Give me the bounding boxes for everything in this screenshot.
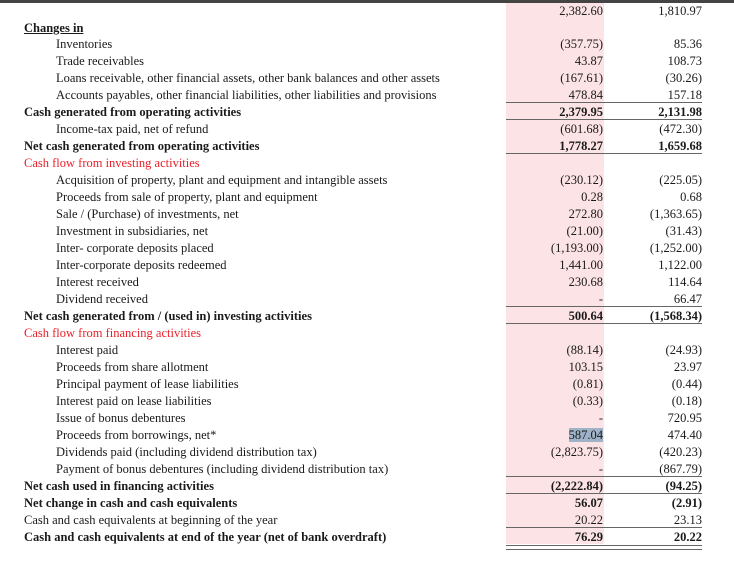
total-rule xyxy=(604,119,702,120)
value-previous: 114.64 xyxy=(668,275,702,289)
row-label: Income-tax paid, net of refund xyxy=(56,122,209,136)
value-current: (0.81) xyxy=(572,377,603,391)
value-previous: (1,568.34) xyxy=(649,309,702,323)
table-row xyxy=(0,325,734,342)
value-previous: (472.30) xyxy=(659,122,702,136)
value-previous: (2.91) xyxy=(671,496,702,510)
value-previous: 1,659.68 xyxy=(658,139,702,153)
row-label: Cash and cash equivalents at end of the year (net of bank overdraft) xyxy=(24,530,387,544)
total-rule xyxy=(604,306,702,307)
row-label: Proceeds from borrowings, net* xyxy=(56,428,217,442)
row-label: Dividends paid (including dividend distribution tax) xyxy=(56,445,317,459)
row-label: Cash generated from operating activities xyxy=(24,105,242,119)
row-label: Acquisition of property, plant and equipment and intangible assets xyxy=(56,173,388,187)
total-rule xyxy=(604,493,702,494)
value-previous: (867.79) xyxy=(659,462,702,476)
total-rule xyxy=(604,102,702,103)
table-row xyxy=(0,495,734,512)
row-label: Interest paid xyxy=(56,343,119,357)
double-total-rule xyxy=(506,545,604,550)
value-previous: (0.44) xyxy=(671,377,702,391)
value-current: (2,222.84) xyxy=(550,479,603,493)
row-label: Trade receivables xyxy=(56,54,145,68)
value-current: (88.14) xyxy=(566,343,603,357)
value-current: (167.61) xyxy=(560,71,603,85)
value-current: (357.75) xyxy=(560,37,603,51)
value-previous: (225.05) xyxy=(659,173,702,187)
total-rule xyxy=(604,323,702,324)
double-total-rule xyxy=(604,545,702,550)
total-rule xyxy=(604,476,702,477)
section-heading: Cash flow from investing activities xyxy=(24,156,200,170)
table-row xyxy=(0,410,734,427)
table-row xyxy=(0,427,734,444)
table-row xyxy=(0,121,734,138)
value-previous: (31.43) xyxy=(665,224,702,238)
value-previous: 720.95 xyxy=(667,411,702,425)
total-rule xyxy=(506,527,604,528)
row-label: Principal payment of lease liabilities xyxy=(56,377,239,391)
value-current: (2,823.75) xyxy=(550,445,603,459)
table-row xyxy=(0,444,734,461)
top-values-row xyxy=(0,3,734,20)
value-current: (601.68) xyxy=(560,122,603,136)
value-previous: 66.47 xyxy=(673,292,702,306)
value-current: 230.68 xyxy=(568,275,603,289)
table-row xyxy=(0,172,734,189)
value-previous: (0.18) xyxy=(671,394,702,408)
value-previous: 23.97 xyxy=(673,360,702,374)
section-heading: Cash flow from financing activities xyxy=(24,326,202,340)
value-current: 0.28 xyxy=(581,190,603,204)
table-row xyxy=(0,206,734,223)
value-previous: (94.25) xyxy=(665,479,702,493)
table-row xyxy=(0,53,734,70)
value-current: 1,778.27 xyxy=(559,139,603,153)
table-row xyxy=(0,359,734,376)
row-label: Sale / (Purchase) of investments, net xyxy=(56,207,239,221)
table-row xyxy=(0,240,734,257)
total-rule xyxy=(506,323,604,324)
row-label: Accounts payables, other financial liabilities, other liabilities and provisions xyxy=(56,88,437,102)
value-previous: (420.23) xyxy=(659,445,702,459)
value-current: (0.33) xyxy=(572,394,603,408)
value-previous: 108.73 xyxy=(667,54,702,68)
value-current: 272.80 xyxy=(568,207,603,221)
total-rule xyxy=(506,119,604,120)
row-label: Investment in subsidiaries, net xyxy=(56,224,209,238)
value-current: 2,382.60 xyxy=(559,4,603,18)
value-current: - xyxy=(598,411,603,425)
value-current: - xyxy=(598,462,603,476)
row-label: Proceeds from share allotment xyxy=(56,360,209,374)
value-previous: 0.68 xyxy=(680,190,702,204)
row-label: Changes in xyxy=(24,21,84,35)
row-label: Interest received xyxy=(56,275,139,289)
value-current: 478.84 xyxy=(568,88,603,102)
selected-text-highlight[interactable]: 587.04 xyxy=(568,428,603,442)
table-row xyxy=(0,70,734,87)
value-current: (230.12) xyxy=(560,173,603,187)
row-label: Net cash generated from operating activities xyxy=(24,139,260,153)
total-rule xyxy=(506,102,604,103)
value-previous: 1,810.97 xyxy=(658,4,702,18)
value-current: 1,441.00 xyxy=(559,258,603,272)
total-rule xyxy=(604,153,702,154)
value-current: 103.15 xyxy=(568,360,603,374)
value-previous: 157.18 xyxy=(667,88,702,102)
table-row xyxy=(0,376,734,393)
row-label: Inter- corporate deposits placed xyxy=(56,241,214,255)
value-previous: 20.22 xyxy=(673,530,702,544)
value-previous: 85.36 xyxy=(673,37,702,51)
value-current: 76.29 xyxy=(574,530,603,544)
value-current: (1,193.00) xyxy=(550,241,603,255)
table-row xyxy=(0,342,734,359)
value-previous: (24.93) xyxy=(665,343,702,357)
value-current: 500.64 xyxy=(568,309,603,323)
table-row xyxy=(0,155,734,172)
table-row xyxy=(0,223,734,240)
value-current: 20.22 xyxy=(574,513,603,527)
total-rule xyxy=(604,527,702,528)
value-current: 56.07 xyxy=(574,496,603,510)
row-label: Net cash used in financing activities xyxy=(24,479,214,493)
row-label: Dividend received xyxy=(56,292,148,306)
row-label: Inter-corporate deposits redeemed xyxy=(56,258,227,272)
total-rule xyxy=(506,493,604,494)
table-row xyxy=(0,274,734,291)
row-label: Issue of bonus debentures xyxy=(56,411,186,425)
value-current xyxy=(505,427,603,444)
row-label: Interest paid on lease liabilities xyxy=(56,394,212,408)
value-current: 2,379.95 xyxy=(559,105,603,119)
row-label: Net cash generated from / (used in) investing activities xyxy=(24,309,312,323)
value-current: (21.00) xyxy=(566,224,603,238)
value-previous: (1,363.65) xyxy=(649,207,702,221)
value-previous: 474.40 xyxy=(667,428,702,442)
row-label: Loans receivable, other financial assets, other bank balances and other assets xyxy=(56,71,440,85)
total-rule xyxy=(506,153,604,154)
value-current: - xyxy=(598,292,603,306)
row-label: Inventories xyxy=(56,37,113,51)
row-label: Payment of bonus debentures (including dividend distribution tax) xyxy=(56,462,389,476)
value-previous: (1,252.00) xyxy=(649,241,702,255)
total-rule xyxy=(506,306,604,307)
value-previous: 23.13 xyxy=(673,513,702,527)
value-previous: 1,122.00 xyxy=(658,258,702,272)
table-row xyxy=(0,189,734,206)
row-label: Net change in cash and cash equivalents xyxy=(24,496,238,510)
value-current: 43.87 xyxy=(574,54,603,68)
row-label: Cash and cash equivalents at beginning of the year xyxy=(24,513,278,527)
table-row xyxy=(0,20,734,37)
row-label: Proceeds from sale of property, plant and equipment xyxy=(56,190,318,204)
value-previous: (30.26) xyxy=(665,71,702,85)
table-row xyxy=(0,393,734,410)
table-row xyxy=(0,36,734,53)
value-previous: 2,131.98 xyxy=(658,105,702,119)
table-row xyxy=(0,529,734,546)
total-rule xyxy=(506,476,604,477)
table-row xyxy=(0,257,734,274)
